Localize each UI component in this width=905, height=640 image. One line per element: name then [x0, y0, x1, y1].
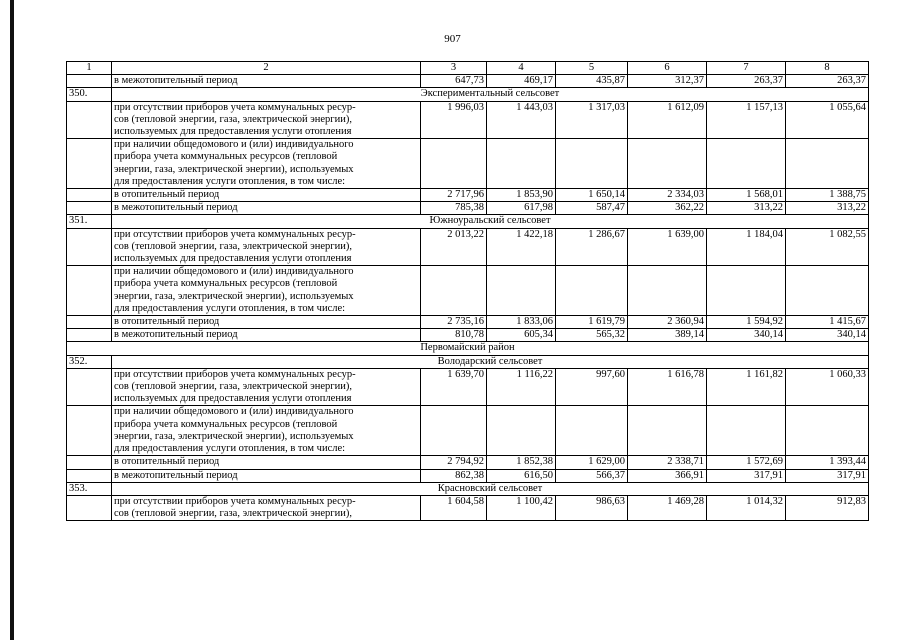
section-number: 353. [67, 482, 112, 495]
value-cell: 566,37 [556, 469, 628, 482]
section-row [67, 355, 869, 368]
value-cell: 435,87 [556, 75, 628, 88]
section-number: 350. [67, 88, 112, 101]
value-cell: 1 184,04 [707, 228, 786, 266]
value-cell [628, 406, 707, 456]
value-cell: 312,37 [628, 75, 707, 88]
row-number-cell [67, 228, 112, 266]
value-cell: 1 612,09 [628, 101, 707, 139]
column-header: 6 [628, 62, 707, 75]
value-cell [786, 139, 869, 189]
value-cell: 1 604,58 [421, 495, 487, 520]
table-row [67, 329, 869, 342]
value-cell: 997,60 [556, 368, 628, 406]
value-cell [707, 406, 786, 456]
row-label: при отсутствии приборов учета коммунальных ресур- сов (тепловой энергии, газа, электрической энергии), используемых для предоставления услуги отопления [112, 228, 421, 266]
value-cell: 263,37 [707, 75, 786, 88]
row-label: в межотопительный период [112, 469, 421, 482]
row-number-cell [67, 406, 112, 456]
value-cell: 1 116,22 [487, 368, 556, 406]
row-number-cell [67, 329, 112, 342]
value-cell: 1 568,01 [707, 189, 786, 202]
row-label: в отопительный период [112, 189, 421, 202]
table-row [67, 189, 869, 202]
value-cell [487, 139, 556, 189]
value-cell: 1 639,00 [628, 228, 707, 266]
table-row [67, 75, 869, 88]
row-label: в отопительный период [112, 316, 421, 329]
value-cell: 1 415,67 [786, 316, 869, 329]
value-cell: 2 794,92 [421, 456, 487, 469]
value-cell [421, 139, 487, 189]
value-cell: 317,91 [707, 469, 786, 482]
value-cell: 1 422,18 [487, 228, 556, 266]
value-cell: 647,73 [421, 75, 487, 88]
value-cell: 1 443,03 [487, 101, 556, 139]
table-row [67, 228, 869, 266]
row-label: при наличии общедомового и (или) индивидуального прибора учета коммунальных ресурсов (тепловой энергии, газа, электрической энергии), используемых для предоставления услуги отопления, в том числе: [112, 406, 421, 456]
value-cell: 616,50 [487, 469, 556, 482]
value-cell: 1 619,79 [556, 316, 628, 329]
section-title: Красновский сельсовет [112, 482, 869, 495]
section-title: Экспериментальный сельсовет [112, 88, 869, 101]
table-row [67, 101, 869, 139]
value-cell: 617,98 [487, 202, 556, 215]
section-title: Южноуральский сельсовет [112, 215, 869, 228]
value-cell [556, 139, 628, 189]
value-cell: 1 388,75 [786, 189, 869, 202]
row-number-cell [67, 189, 112, 202]
value-cell: 1 060,33 [786, 368, 869, 406]
value-cell: 1 317,03 [556, 101, 628, 139]
row-label: в отопительный период [112, 456, 421, 469]
region-title: Первомайский район [67, 342, 869, 355]
value-cell: 810,78 [421, 329, 487, 342]
table-row [67, 406, 869, 456]
value-cell: 1 055,64 [786, 101, 869, 139]
value-cell: 1 161,82 [707, 368, 786, 406]
value-cell: 587,47 [556, 202, 628, 215]
value-cell [556, 406, 628, 456]
value-cell: 2 338,71 [628, 456, 707, 469]
table-row [67, 316, 869, 329]
value-cell [556, 266, 628, 316]
value-cell: 2 013,22 [421, 228, 487, 266]
section-number: 351. [67, 215, 112, 228]
row-number-cell [67, 316, 112, 329]
value-cell [628, 266, 707, 316]
column-header: 4 [487, 62, 556, 75]
row-number-cell [67, 368, 112, 406]
page-number: 907 [444, 33, 461, 45]
value-cell: 2 334,03 [628, 189, 707, 202]
table-row [67, 456, 869, 469]
section-row [67, 215, 869, 228]
value-cell: 2 735,16 [421, 316, 487, 329]
value-cell: 1 082,55 [786, 228, 869, 266]
value-cell: 1 014,32 [707, 495, 786, 520]
value-cell: 313,22 [786, 202, 869, 215]
value-cell [786, 406, 869, 456]
section-row [67, 482, 869, 495]
value-cell: 1 286,67 [556, 228, 628, 266]
value-cell: 1 833,06 [487, 316, 556, 329]
table-row [67, 139, 869, 189]
value-cell: 1 629,00 [556, 456, 628, 469]
column-header: 8 [786, 62, 869, 75]
region-row [67, 342, 869, 355]
value-cell: 1 996,03 [421, 101, 487, 139]
row-number-cell [67, 456, 112, 469]
value-cell: 1 852,38 [487, 456, 556, 469]
column-header: 1 [67, 62, 112, 75]
column-header: 5 [556, 62, 628, 75]
row-number-cell [67, 139, 112, 189]
value-cell: 389,14 [628, 329, 707, 342]
row-label: при отсутствии приборов учета коммунальных ресур- сов (тепловой энергии, газа, электрической энергии), используемых для предоставления услуги отопления [112, 368, 421, 406]
value-cell: 1 853,90 [487, 189, 556, 202]
value-cell: 366,91 [628, 469, 707, 482]
section-title: Володарский сельсовет [112, 355, 869, 368]
section-number: 352. [67, 355, 112, 368]
value-cell [487, 406, 556, 456]
binding-line [10, 0, 14, 640]
value-cell: 986,63 [556, 495, 628, 520]
value-cell: 565,32 [556, 329, 628, 342]
value-cell: 313,22 [707, 202, 786, 215]
section-row [67, 88, 869, 101]
value-cell [487, 266, 556, 316]
table-row [67, 368, 869, 406]
table-row [67, 495, 869, 520]
value-cell: 263,37 [786, 75, 869, 88]
value-cell: 1 650,14 [556, 189, 628, 202]
value-cell [628, 139, 707, 189]
row-label: при наличии общедомового и (или) индивидуального прибора учета коммунальных ресурсов (тепловой энергии, газа, электрической энергии), используемых для предоставления услуги отопления, в том числе: [112, 139, 421, 189]
row-label: при отсутствии приборов учета коммунальных ресур- сов (тепловой энергии, газа, электрической энергии), [112, 495, 421, 520]
value-cell: 1 157,13 [707, 101, 786, 139]
column-header: 7 [707, 62, 786, 75]
column-header: 2 [112, 62, 421, 75]
table-row [67, 469, 869, 482]
value-cell [421, 406, 487, 456]
value-cell: 2 360,94 [628, 316, 707, 329]
row-number-cell [67, 469, 112, 482]
value-cell: 1 100,42 [487, 495, 556, 520]
row-number-cell [67, 75, 112, 88]
value-cell: 2 717,96 [421, 189, 487, 202]
value-cell: 469,17 [487, 75, 556, 88]
row-label: в межотопительный период [112, 329, 421, 342]
table-row [67, 202, 869, 215]
row-number-cell [67, 202, 112, 215]
value-cell: 912,83 [786, 495, 869, 520]
row-label: в межотопительный период [112, 202, 421, 215]
value-cell: 340,14 [707, 329, 786, 342]
tariff-table [66, 61, 869, 521]
value-cell [707, 266, 786, 316]
row-label: при отсутствии приборов учета коммунальных ресур- сов (тепловой энергии, газа, электрической энергии), используемых для предоставления услуги отопления [112, 101, 421, 139]
row-number-cell [67, 495, 112, 520]
row-number-cell [67, 266, 112, 316]
value-cell: 862,38 [421, 469, 487, 482]
value-cell: 1 616,78 [628, 368, 707, 406]
value-cell: 340,14 [786, 329, 869, 342]
value-cell: 1 393,44 [786, 456, 869, 469]
value-cell: 785,38 [421, 202, 487, 215]
value-cell [786, 266, 869, 316]
column-header: 3 [421, 62, 487, 75]
table-row [67, 266, 869, 316]
value-cell: 1 469,28 [628, 495, 707, 520]
value-cell: 317,91 [786, 469, 869, 482]
column-header-row [67, 62, 869, 75]
row-label: в межотопительный период [112, 75, 421, 88]
value-cell: 1 639,70 [421, 368, 487, 406]
value-cell [421, 266, 487, 316]
value-cell: 1 594,92 [707, 316, 786, 329]
value-cell: 1 572,69 [707, 456, 786, 469]
row-label: при наличии общедомового и (или) индивидуального прибора учета коммунальных ресурсов (тепловой энергии, газа, электрической энергии), используемых для предоставления услуги отопления, в том числе: [112, 266, 421, 316]
value-cell: 362,22 [628, 202, 707, 215]
value-cell: 605,34 [487, 329, 556, 342]
row-number-cell [67, 101, 112, 139]
value-cell [707, 139, 786, 189]
